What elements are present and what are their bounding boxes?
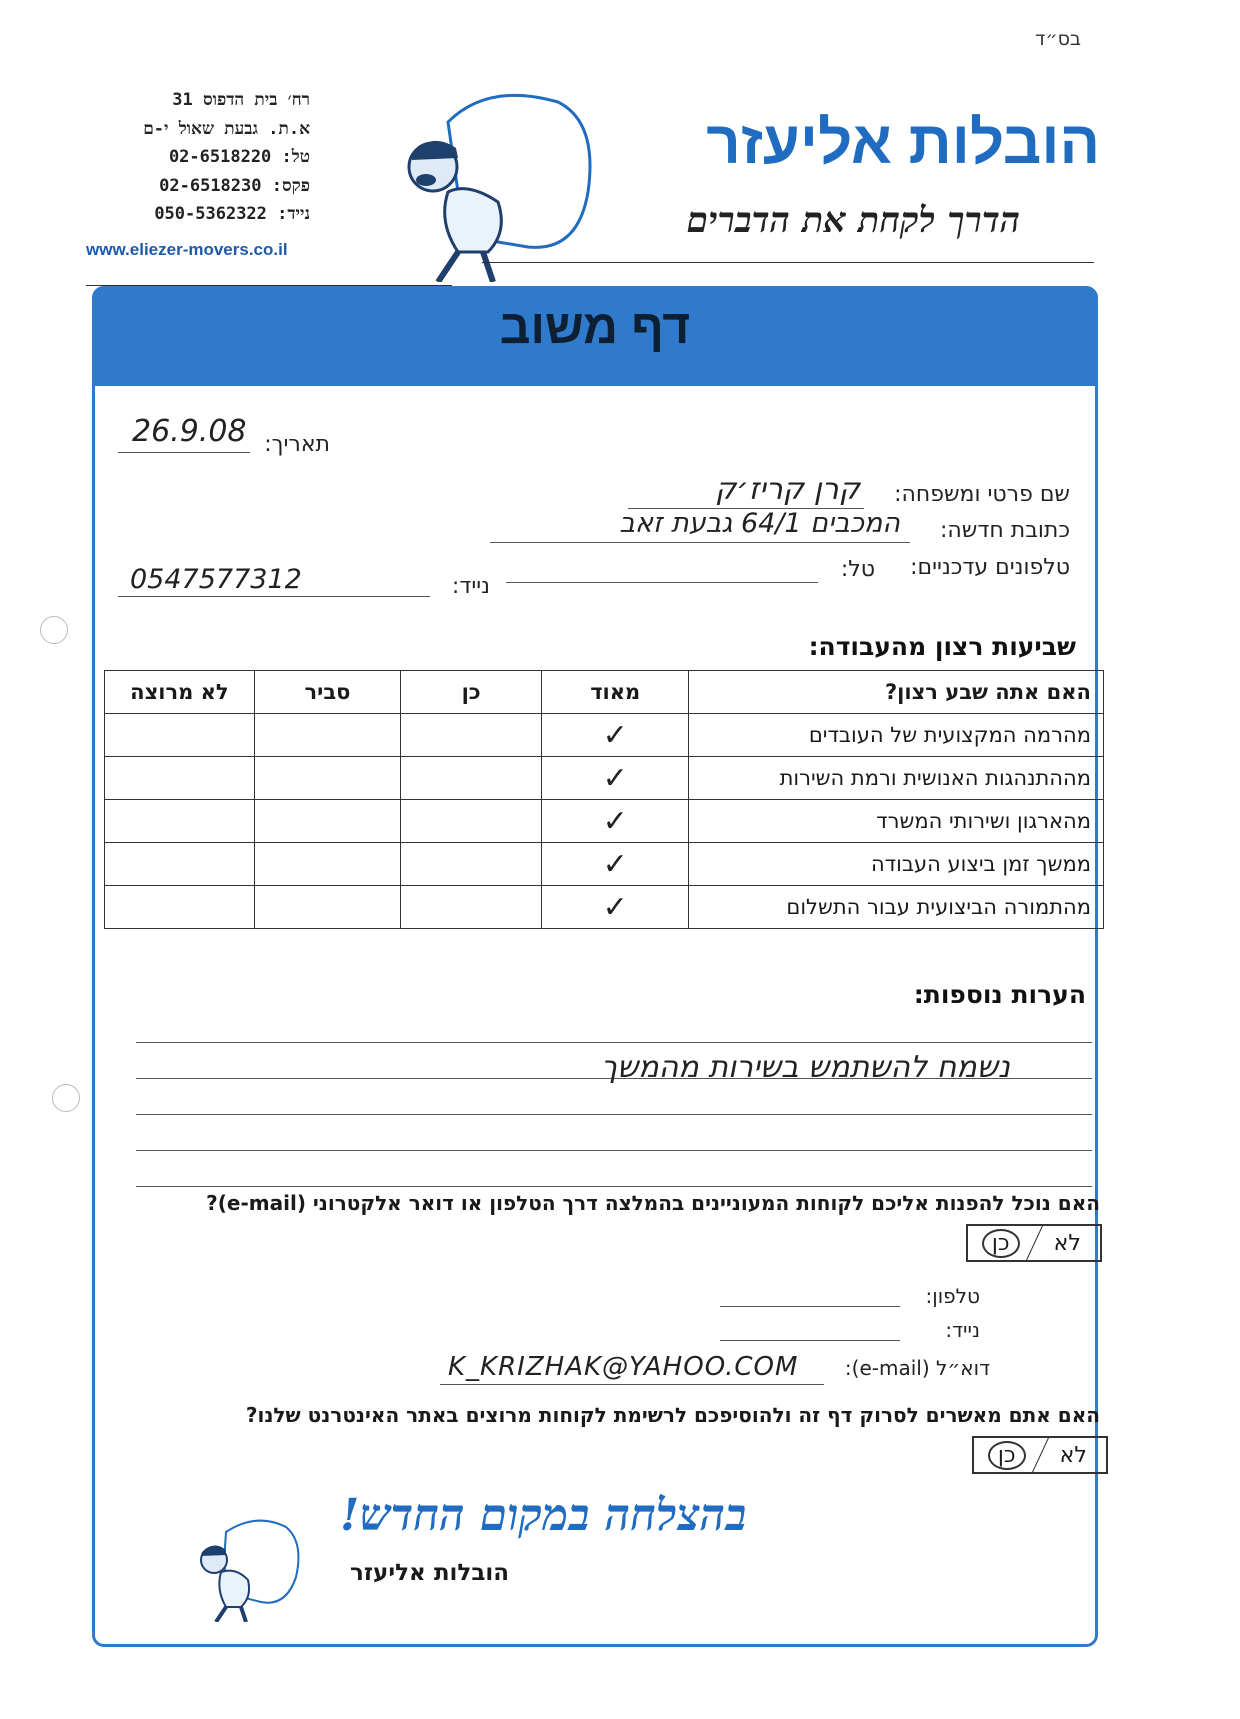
- fax-line: פקס: 02-6518230: [159, 175, 310, 196]
- checkbox-fair[interactable]: [254, 843, 400, 886]
- tel-line: [506, 582, 818, 583]
- table-header-row: [105, 671, 1104, 714]
- table-row: [105, 886, 1104, 929]
- checkbox-very[interactable]: [542, 714, 689, 757]
- referral-phone-label: טלפון:: [925, 1284, 980, 1308]
- checkbox-very[interactable]: [542, 843, 689, 886]
- row-label: מהתמורה הביצועית עבור התשלום: [689, 886, 1104, 929]
- table-row: [105, 757, 1104, 800]
- column-yes: כן: [401, 671, 542, 714]
- company-slogan: הדרך לקחת את הדברים: [686, 200, 1020, 241]
- address-label: כתובת חדשה:: [939, 518, 1070, 543]
- address-value[interactable]: המכבים 64/1 גבעת זאב: [619, 508, 900, 539]
- checkbox-yes[interactable]: [401, 800, 542, 843]
- table-row: [105, 714, 1104, 757]
- checkbox-very[interactable]: [542, 800, 689, 843]
- punch-hole: [40, 616, 68, 644]
- row-label: מההתנהגות האנושית ורמת השירות: [689, 757, 1104, 800]
- mobile-label: נייד:: [451, 574, 490, 599]
- bsd-mark: בס״ד: [1035, 28, 1081, 50]
- column-fair: סביר: [254, 671, 400, 714]
- closing-company-name: הובלות אליעזר: [350, 1560, 510, 1586]
- date-value[interactable]: 26.9.08: [132, 414, 247, 449]
- notes-text[interactable]: נשמח להשתמש בשירות מהמשך: [601, 1050, 1010, 1085]
- referral-yes-no-box[interactable]: [966, 1224, 1102, 1262]
- checkbox-not-satisfied[interactable]: [105, 714, 255, 757]
- consent-yes-option[interactable]: [974, 1443, 1040, 1468]
- row-label: מהרמה המקצועית של העובדים: [689, 714, 1104, 757]
- company-brand-name: הובלות אליעזר: [706, 109, 1100, 176]
- checkbox-not-satisfied[interactable]: [105, 800, 255, 843]
- phones-label: טלפונים עדכניים:: [910, 555, 1070, 580]
- email-line: [440, 1384, 824, 1385]
- satisfaction-heading: שביעות רצון מהעבודה:: [808, 632, 1076, 661]
- checkmark-icon: ✓: [602, 889, 628, 925]
- checkbox-yes[interactable]: [401, 843, 542, 886]
- checkbox-yes[interactable]: [401, 886, 542, 929]
- website-link[interactable]: www.eliezer-movers.co.il: [86, 240, 288, 259]
- checkmark-icon: ✓: [602, 803, 628, 839]
- checkbox-fair[interactable]: [254, 800, 400, 843]
- mover-mascot-small-logo: [186, 1512, 306, 1622]
- table-row: [105, 843, 1104, 886]
- checkbox-not-satisfied[interactable]: [105, 843, 255, 886]
- name-value[interactable]: קרן קריז׳ק: [715, 472, 860, 507]
- checkbox-yes[interactable]: [401, 757, 542, 800]
- email-label: דוא״ל (e-mail):: [844, 1356, 990, 1380]
- checkbox-fair[interactable]: [254, 757, 400, 800]
- notes-line: [136, 1150, 1092, 1151]
- closing-wish: בהצלחה במקום החדש!: [340, 1490, 747, 1541]
- checkbox-fair[interactable]: [254, 714, 400, 757]
- form-title: דף משוב: [499, 301, 691, 354]
- referral-mobile-line: [720, 1340, 900, 1341]
- company-address-block: [80, 86, 310, 229]
- consent-question: האם אתם מאשרים לסרוק דף זה ולהוסיפכם לרשימת לקוחות מרוצים באתר האינטרנט שלנו?: [245, 1403, 1100, 1427]
- mover-mascot-logo: [388, 82, 618, 282]
- phone-line: טל: 02-6518220: [168, 147, 310, 167]
- date-label: תאריך:: [264, 432, 330, 457]
- column-very: מאוד: [542, 671, 689, 714]
- question-header: האם אתה שבע רצון?: [689, 671, 1104, 714]
- notes-heading: הערות נוספות:: [913, 980, 1086, 1009]
- address-line: רח׳ בית הדפוס 31: [172, 90, 310, 110]
- checkbox-not-satisfied[interactable]: [105, 757, 255, 800]
- yes-circled: כן: [988, 1441, 1026, 1470]
- notes-line: [136, 1114, 1092, 1115]
- column-not-satisfied: לא מרוצה: [105, 671, 255, 714]
- mobile-line: נייד: 050-5362322: [154, 204, 310, 224]
- referral-no-option[interactable]: לא: [1053, 1230, 1081, 1256]
- yes-circled: כן: [982, 1229, 1020, 1258]
- name-label: שם פרטי ומשפחה:: [894, 482, 1070, 507]
- checkmark-icon: ✓: [602, 760, 628, 796]
- checkmark-icon: ✓: [602, 717, 628, 753]
- referral-phone-line: [720, 1306, 900, 1307]
- address-line: [490, 542, 910, 543]
- checkbox-fair[interactable]: [254, 886, 400, 929]
- row-label: מהארגון ושירותי המשרד: [689, 800, 1104, 843]
- satisfaction-table: [104, 670, 1104, 929]
- notes-line: [136, 1042, 1092, 1043]
- punch-hole: [52, 1084, 80, 1112]
- email-value[interactable]: K_KRIZHAK@YAHOO.COM: [448, 1352, 799, 1382]
- referral-yes-option[interactable]: [968, 1231, 1034, 1256]
- checkbox-not-satisfied[interactable]: [105, 886, 255, 929]
- mobile-value[interactable]: 0547577312: [130, 564, 302, 595]
- header-underline-right: [482, 262, 1094, 263]
- referral-mobile-label: נייד:: [945, 1318, 980, 1342]
- checkbox-very[interactable]: [542, 886, 689, 929]
- consent-yes-no-box[interactable]: [972, 1436, 1108, 1474]
- mobile-line: [118, 596, 430, 597]
- checkbox-yes[interactable]: [401, 714, 542, 757]
- checkbox-very[interactable]: [542, 757, 689, 800]
- row-label: ממשך זמן ביצוע העבודה: [689, 843, 1104, 886]
- address-line: א.ת. גבעת שאול י-ם: [143, 118, 310, 139]
- consent-no-option[interactable]: לא: [1059, 1442, 1087, 1468]
- referral-question: האם נוכל להפנות אליכם לקוחות המעוניינים בהמלצה דרך הטלפון או דואר אלקטרוני (e-mail)?: [206, 1191, 1100, 1215]
- table-row: [105, 800, 1104, 843]
- checkmark-icon: ✓: [602, 846, 628, 882]
- date-line: [118, 452, 250, 453]
- tel-label: טל:: [840, 557, 875, 582]
